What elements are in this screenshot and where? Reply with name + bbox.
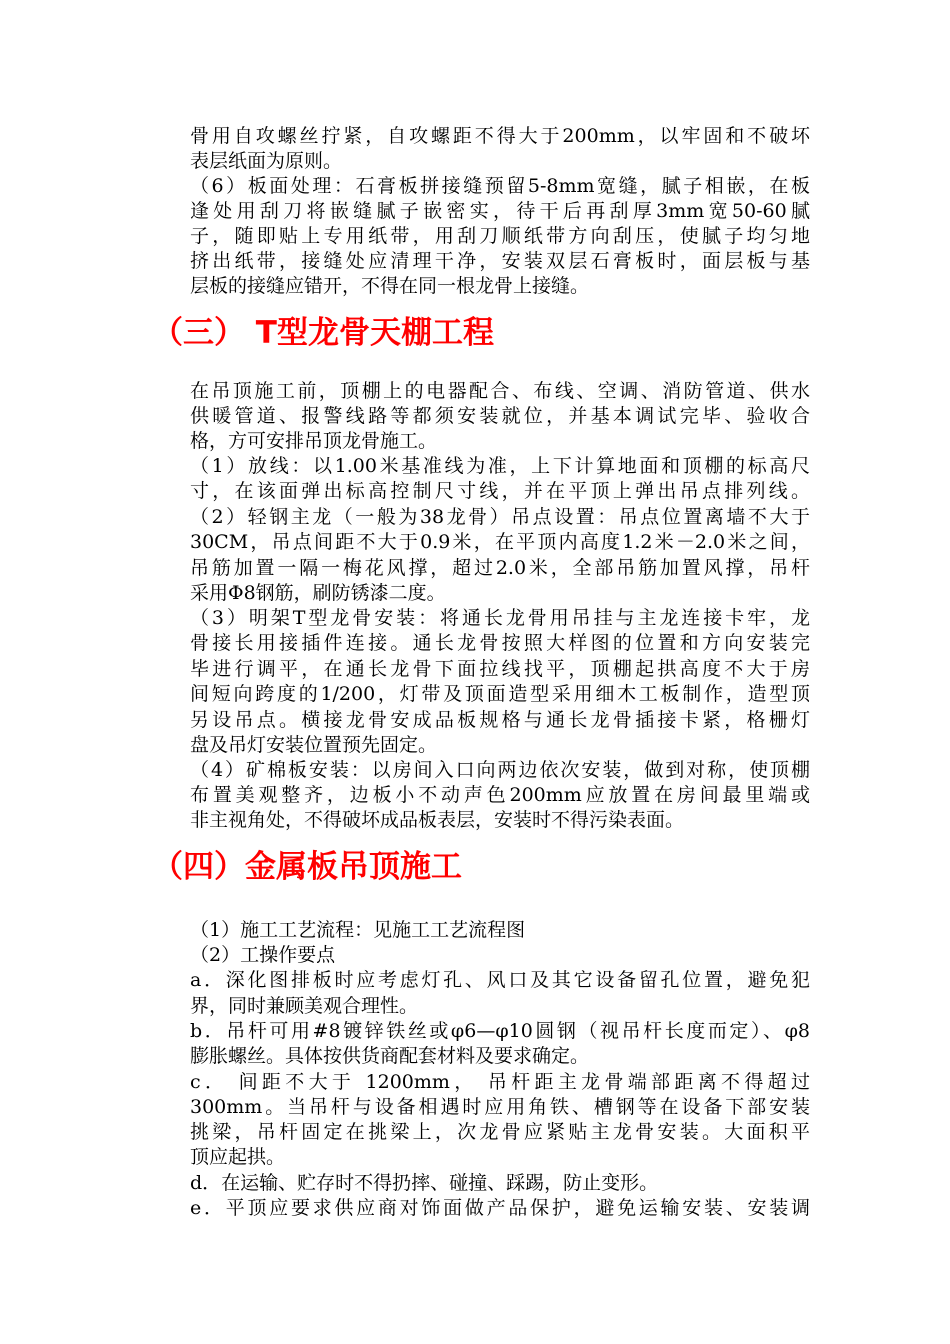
text-line: （4）矿棉板安装：以房间入口向两边依次安装，做到对称，使顶棚 bbox=[190, 759, 810, 781]
text-line: a．深化图排板时应考虑灯孔、风口及其它设备留孔位置，避免犯 bbox=[190, 969, 810, 991]
section-heading-t-keel-ceiling: （三） T型龙骨天棚工程 bbox=[152, 315, 494, 351]
text-line: 格，方可安排吊顶龙骨施工。 bbox=[190, 430, 438, 452]
text-line: 表层纸面为原则。 bbox=[190, 150, 343, 172]
text-line: e．平顶应要求供应商对饰面做产品保护，避免运输安装、安装调 bbox=[190, 1197, 810, 1219]
text-line: 逢处用刮刀将嵌缝腻子嵌密实，待干后再刮厚3mm宽50-60腻 bbox=[190, 200, 810, 222]
text-line: （1）放线：以1.00米基准线为准，上下计算地面和顶棚的标高尺 bbox=[190, 455, 810, 477]
text-line: （6）板面处理：石膏板拼接缝预留5-8mm宽缝，腻子相嵌，在板 bbox=[190, 175, 810, 197]
text-line: 间短向跨度的1/200，灯带及顶面造型采用细木工板制作，造型顶 bbox=[190, 683, 810, 705]
text-line: 膨胀螺丝。具体按供货商配套材料及要求确定。 bbox=[190, 1045, 590, 1067]
text-line: 采用Φ8钢筋，刷防锈漆二度。 bbox=[190, 582, 446, 604]
text-line: （2）轻钢主龙（一般为38龙骨）吊点设置：吊点位置离墙不大于 bbox=[190, 506, 810, 528]
text-line: 另设吊点。横接龙骨安成品板规格与通长龙骨插接卡紧，格栅灯 bbox=[190, 709, 810, 731]
text-line: 挑梁，吊杆固定在挑梁上，次龙骨应紧贴主龙骨安装。大面积平 bbox=[190, 1121, 810, 1143]
text-line: c． 间距不大于 1200mm， 吊杆距主龙骨端部距离不得超过 bbox=[190, 1071, 810, 1093]
text-line: 骨用自攻螺丝拧紧，自攻螺距不得大于200mm，以牢固和不破坏 bbox=[190, 125, 810, 147]
text-line: 子，随即贴上专用纸带，用刮刀顺纸带方向刮压，使腻子均匀地 bbox=[190, 225, 810, 247]
text-line: 顶应起拱。 bbox=[190, 1146, 286, 1168]
text-line: 挤出纸带，接缝处应清理干净，安装双层石膏板时，面层板与基 bbox=[190, 250, 810, 272]
text-line: （2）工操作要点 bbox=[190, 944, 336, 966]
text-line: 吊筋加置一隔一梅花风撑，超过2.0米，全部吊筋加置风撑，吊杆 bbox=[190, 557, 810, 579]
text-line: 寸，在该面弹出标高控制尺寸线，并在平顶上弹出吊点排列线。 bbox=[190, 480, 810, 502]
text-line: 300mm。当吊杆与设备相遇时应用角铁、槽钢等在设备下部安装 bbox=[190, 1096, 810, 1118]
text-line: （3）明架T型龙骨安装：将通长龙骨用吊挂与主龙连接卡牢，龙 bbox=[190, 607, 810, 629]
text-line: 骨接长用接插件连接。通长龙骨按照大样图的位置和方向安装完 bbox=[190, 632, 810, 654]
text-line: 界，同时兼顾美观合理性。 bbox=[190, 995, 419, 1017]
section-heading-metal-ceiling: （四）金属板吊顶施工 bbox=[152, 849, 462, 885]
text-line: d．在运输、贮存时不得扔摔、碰撞、踩踢，防止变形。 bbox=[190, 1172, 659, 1194]
text-line: 毕进行调平，在通长龙骨下面拉线找平，顶棚起拱高度不大于房 bbox=[190, 658, 810, 680]
text-line: b．吊杆可用#8镀锌铁丝或φ6—φ10圆钢（视吊杆长度而定）、φ8 bbox=[190, 1020, 810, 1042]
text-line: 层板的接缝应错开，不得在同一根龙骨上接缝。 bbox=[190, 275, 590, 297]
text-line: 布置美观整齐，边板小不动声色200mm应放置在房间最里端或 bbox=[190, 784, 810, 806]
text-line: 在吊顶施工前，顶棚上的电器配合、布线、空调、消防管道、供水 bbox=[190, 380, 810, 402]
text-line: 30CM，吊点间距不大于0.9米，在平顶内高度1.2米－2.0米之间， bbox=[190, 531, 810, 553]
text-line: （1）施工工艺流程：见施工工艺流程图 bbox=[190, 919, 526, 941]
text-line: 盘及吊灯安装位置预先固定。 bbox=[190, 734, 438, 756]
text-line: 供暖管道、报警线路等都须安装就位，并基本调试完毕、验收合 bbox=[190, 405, 810, 427]
text-line: 非主视角处，不得破坏成品板表层，安装时不得污染表面。 bbox=[190, 809, 685, 831]
